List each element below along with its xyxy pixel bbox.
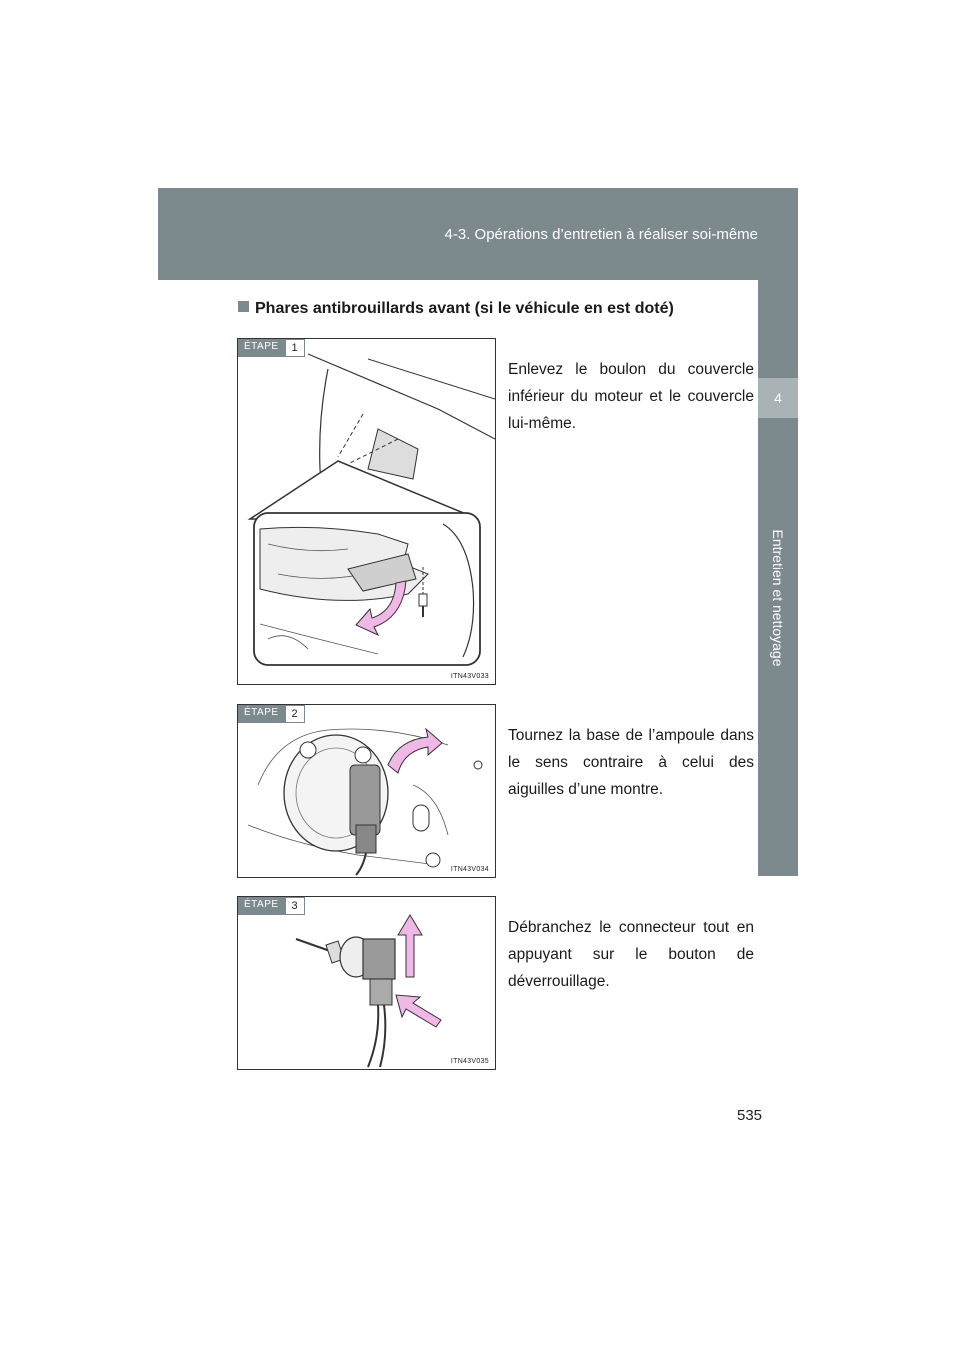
step-number: 3 — [285, 897, 305, 915]
step-label: ÉTAPE — [238, 705, 285, 723]
figure-code: ITN43V035 — [450, 1058, 489, 1065]
section-title-text: Phares antibrouillards avant (si le véhicule en est doté) — [255, 300, 674, 317]
fog-lamp-bulb-rotate-illustration — [238, 705, 495, 877]
step-1-text: Enlevez le boulon du couvercle inférieur du moteur et le couvercle lui-même. — [508, 361, 754, 432]
chapter-side-tab — [758, 280, 798, 876]
chapter-title: 4-3. Opérations d’entretien à réaliser soi-même — [444, 226, 758, 243]
step-1-figure — [237, 338, 496, 685]
page-number: 535 — [737, 1107, 763, 1124]
connector-release-illustration — [238, 897, 495, 1069]
figure-code: ITN43V033 — [450, 673, 489, 680]
step-2-figure — [237, 704, 496, 878]
step-2-badge — [238, 705, 305, 723]
step-number: 1 — [285, 339, 305, 357]
section-title — [238, 300, 674, 318]
step-3-figure — [237, 896, 496, 1070]
step-1-badge — [238, 339, 305, 357]
step-label: ÉTAPE — [238, 897, 285, 915]
step-label: ÉTAPE — [238, 339, 285, 357]
square-bullet-icon — [238, 301, 249, 312]
engine-under-cover-illustration — [238, 339, 495, 684]
step-3-badge — [238, 897, 305, 915]
chapter-label: Entretien et nettoyage — [770, 529, 786, 667]
step-2-text: Tournez la base de l’ampoule dans le sens contraire à celui des aiguilles d’une montre. — [508, 727, 754, 798]
step-number: 2 — [285, 705, 305, 723]
figure-code: ITN43V034 — [450, 866, 489, 873]
chapter-number: 4 — [758, 378, 798, 418]
page-header — [158, 188, 798, 280]
step-3-text: Débranchez le connecteur tout en appuyant sur le bouton de déverrouillage. — [508, 919, 754, 990]
